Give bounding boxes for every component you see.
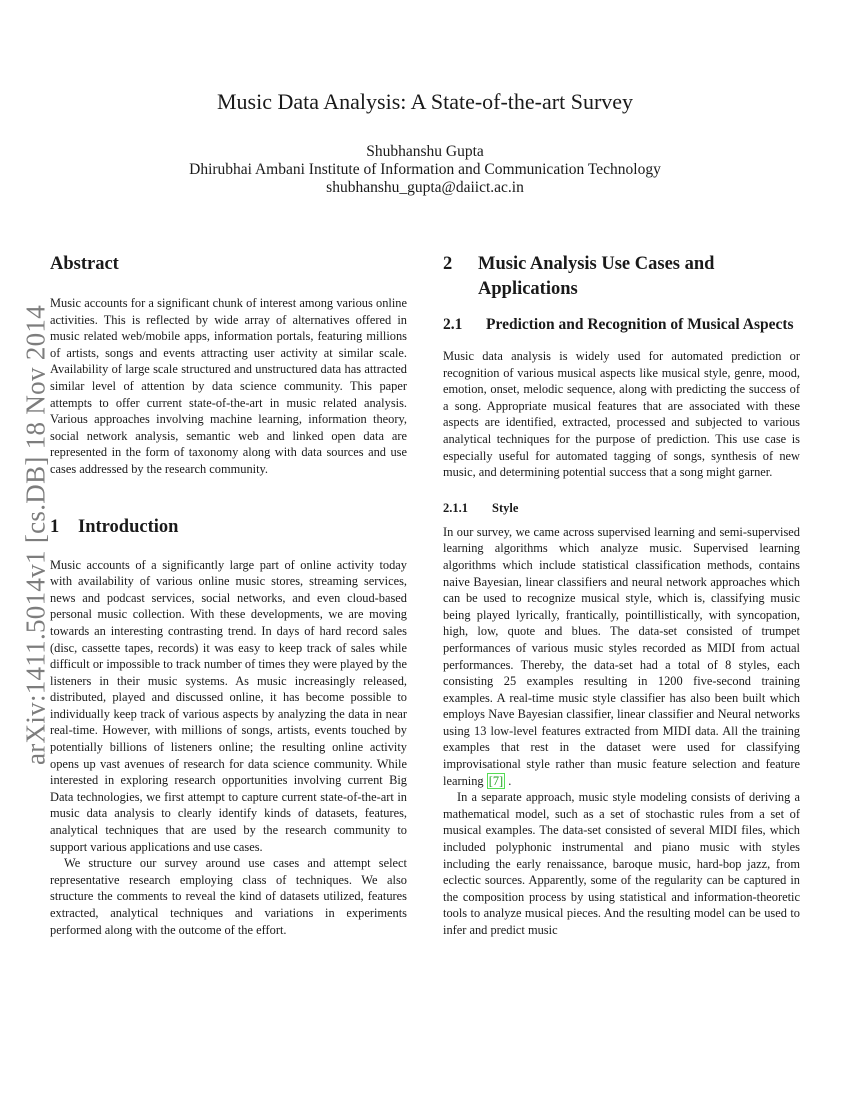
arxiv-id[interactable]: arXiv:1411.5014v1 [cs.DB] 18 Nov 2014 [20,304,51,766]
author-affiliation: Dhirubhai Ambani Institute of Information and Communication Technology [189,161,661,178]
subsection-number: 2.1 [443,316,463,333]
paper-title: Music Data Analysis: A State-of-the-art Survey [216,89,634,114]
subsubsection-2-1-1-heading [443,500,800,516]
right-column [443,252,800,939]
section-number: 2 [443,254,453,274]
intro-heading [50,515,407,540]
abstract-heading: Abstract [50,254,119,274]
left-column [50,252,407,938]
subsection-2-1-text: Music data analysis is widely used for automated prediction or recognition of various musical aspects like musical style, genre, mood, emotion, onset, melodic sequence, along with predicting the success of a song. Appropriate musical features that are associated with these aspects are identified, extracted, processed and subjected to various analytical techniques for the purpose of prediction. This use case is especially useful for automated tagging of songs, synthesis of new music, and determining potential success that a song might garner. [443,349,800,480]
author-block [0,143,850,197]
intro-paragraph-1: Music accounts of a significantly large part of online activity today with availability of various online music stores, streaming services, news and podcast services, social networks, and even cloud-based personal music collection. With these developments, we are moving towards an interesting contrasting trend. In days of hard record sales (disc, cassette tapes, records) it was easy to keep track of sales while difficult or impossible to track number of times they were played by the listeners in their music systems. As music increasingly released, distributed, played and discussed online, it has become possible to individually keep track of various aspects by analyzing the data in near real-time. However, with millions of songs, artists, events touched by potentially billions of listeners online; the resulting online activity opens up vast avenues of research for data science community. While interested in exploring research opportunities involving current Big Data technologies, we first attempt to capture current state-of-the-art in music data analysis to clearly identify kinds of datasets, features, analytical techniques that are used by the research community to support various applications and use cases. [50,557,407,854]
section-title: Introduction [78,516,179,537]
citation-link[interactable]: [7] [488,773,504,788]
abstract-text: Music accounts for a significant chunk of interest among various online activities. This is reflected by wide array of alternatives offered in music related web/mobile apps, information portals, featuring millions of artists, songs and events attracting user activity at similar scale. Availability of large scale structured and unstructured data has attracted similar level of attention by data science community. This paper attempts to offer current state-of-the-art in music related analysis. Various approaches involving machine learning, information theory, social network analysis, semantic web and linked open data are represented in the form of taxonomy along with data sources and use cases addressed by the research community. [50,296,407,476]
style-paragraph-2: In a separate approach, music style modeling consists of deriving a mathematical model, such as a set of stochastic rules from a set of musical examples. The data-set consisted of several MIDI files, which included polyphonic instrumental and piano music with styles including the early renaissance, baroque music, hard-bop jazz, from eclectic sources. Apparently, some of the regularity can be captured in the composition process by using statistical and information-theoretic tools to analyze musical pieces. And the resulting model can be used to infer and predict music [443,790,800,937]
section-2-heading [443,252,800,302]
intro-paragraph-2: We structure our survey around use cases and attempt select representative research employing class of techniques. We also structure the comments to reveal the kind of datasets utilized, features extracted, analytical techniques and variations in experiments performed along with the outcome of the effort. [50,856,407,937]
subsubsection-title: Style [492,500,519,515]
author-email[interactable]: shubhanshu_gupta@daiict.ac.in [326,179,524,196]
subsection-title: Prediction and Recognition of Musical Aspects [486,316,794,333]
style-paragraph-1: In our survey, we came across supervised learning and semi-supervised learning algorithms which analyze music. Supervised learning algorithms which include statistical classification methods, contains naive Bayesian, linear classifiers and neural network approaches which can be used to recognize musical style, which is, classifying music being played lyrically, frantically, pointillistically, with syncopation, high, low, quote and blues. The data-set consisted of trumpet performances of various music styles recorded as MIDI from actual performances. Thereby, the data-set had a total of 8 styles, each consisting 25 examples resulting in 1200 five-second training examples. A real-time music style classifier has also been built which employs Nave Bayesian classifier, linear classifier and Neural networks using 13 low-level features extracted from MIDI data. All the training examples that rest in the dataset were used for classifying improvisational style rather than music feature selection and feature learning [7] . [443,524,800,788]
section-title: Music Analysis Use Cases and Applications [478,254,715,299]
author-name: Shubhanshu Gupta [366,143,484,160]
subsubsection-number: 2.1.1 [443,500,468,515]
subsection-2-1-heading [443,315,800,335]
section-number: 1 [50,516,60,537]
